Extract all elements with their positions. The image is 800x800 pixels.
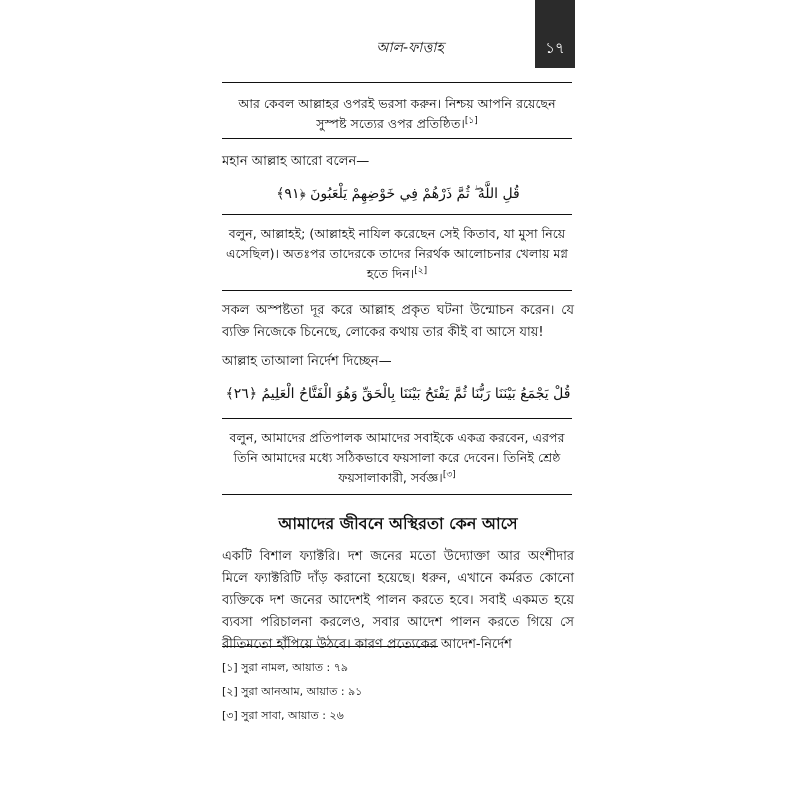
footnote-item: [২] সুরা আনআম, আয়াত : ৯১ (222, 685, 363, 698)
running-title: আল-ফাত্তাহ (376, 40, 444, 56)
quote-rule-bottom (222, 494, 572, 495)
quote-box-1 (222, 94, 572, 134)
quote-box-3 (222, 428, 572, 488)
footnote-ref: [১] (464, 115, 478, 126)
body-paragraph: সকল অস্পষ্টতা দূর করে আল্লাহ প্রকৃত ঘটনা উন্মোচন করেন। যে ব্যক্তি নিজেকে চিনেছে, লোকের কথায় তার কীই বা আসে যায়! (222, 303, 574, 340)
quote-rule-top (222, 418, 572, 419)
quote-rule-top (222, 82, 572, 83)
footnote-ref: [৩] (442, 469, 456, 480)
footnote-item: [৩] সুরা সাবা, আয়াত : ২৬ (222, 709, 344, 722)
quote-rule-top (222, 214, 572, 215)
lead-line: আল্লাহ তাআলা নির্দেশ দিচ্ছেন— (222, 354, 392, 369)
footnote-item: [১] সুরা নামল, আয়াত : ৭৯ (222, 661, 349, 674)
quote-text: বলুন, আমাদের প্রতিপালক আমাদের সবাইকে একত্র করবেন, এরপর তিনি আমাদের মধ্যে সঠিকভাবে ফয়সালা করে দেবেন। তিনিই শ্রেষ্ঠ ফয়সালাকারী, সর্বজ্ঞ। (229, 430, 565, 485)
page-number: ১৭ (545, 39, 565, 57)
body-paragraph: একটি বিশাল ফ্যাক্টরি। দশ জনের মতো উদ্যোক্তা আর অংশীদার মিলে ফ্যাক্টরিটি দাঁড় করানো হয়েছে। ধরুন, এখানে কর্মরত কোনো ব্যক্তিকে দশ জনের আদেশই পালন করতে হবে। সবাই একমত হয়ে ব্যবসা পরিচালনা করলেও, সবার আদেশ পালন করতে গিয়ে সে রীতিমতো হাঁপিয়ে উঠবে। কারণ প্রত্যেকের আদেশ-নির্দেশ (222, 549, 574, 652)
quote-rule-bottom (222, 138, 572, 139)
footnote-ref: [২] (414, 265, 428, 276)
quote-rule-bottom (222, 290, 572, 291)
footnote-rule (222, 646, 438, 647)
arabic-verse: قُلْ يَجْمَعُ بَيْنَنَا رَبُّنَا ثُمَّ يَفْتَحُ بَيْنَنَا بِالْحَقِّ وَهُوَ الْفَتَّاحُ الْعَلِيمُ ﴿٢٦﴾ (225, 386, 571, 402)
quote-text: আর কেবল আল্লাহর ওপরই ভরসা করুন। নিশ্চয় আপনি রয়েছেন সুস্পষ্ট সত্যের ওপর প্রতিষ্ঠিত। (238, 96, 556, 131)
lead-line: মহান আল্লাহ আরো বলেন— (222, 154, 370, 169)
arabic-verse: قُلِ اللَّهُ ۖ ثُمَّ ذَرْهُمْ فِي خَوْضِهِمْ يَلْعَبُونَ ﴿٩١﴾ (276, 186, 520, 202)
quote-text: বলুন, আল্লাহই; (আল্লাহই নাযিল করেছেন সেই কিতাব, যা মুসা নিয়ে এসেছিল)। অতঃপর তাদেরকে তাদের নিরর্থক আলোচনার খেলায় মগ্ন হতে দিন। (226, 226, 568, 281)
section-heading: আমাদের জীবনে অস্থিরতা কেন আসে (278, 514, 518, 533)
page-number-tab (535, 0, 575, 68)
quote-box-2 (222, 224, 572, 284)
